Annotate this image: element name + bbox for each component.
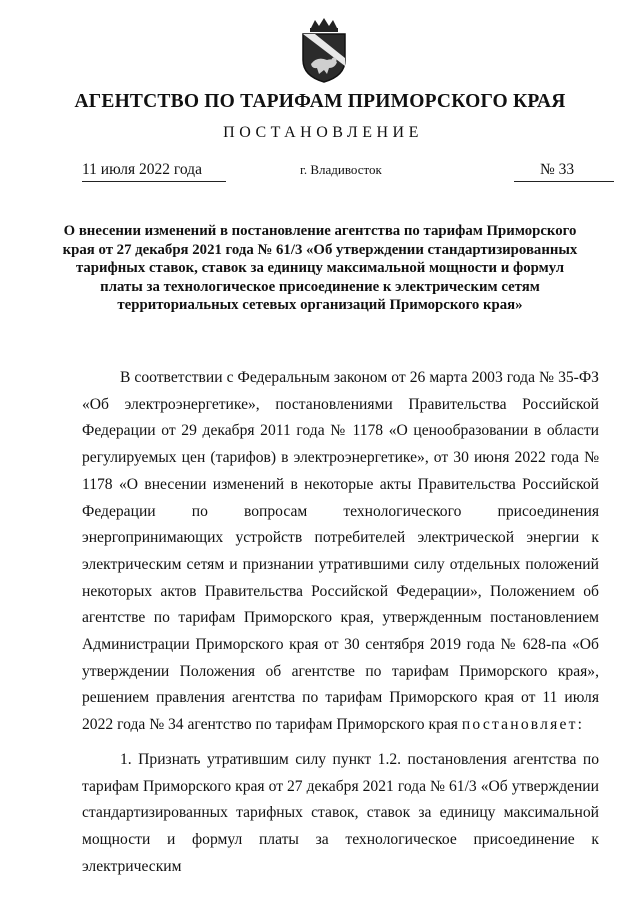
- document-type: ПОСТАНОВЛЕНИЕ: [223, 124, 423, 141]
- document-city: г. Владивосток: [300, 162, 382, 177]
- clause-1-paragraph: 1. Признать утратившим силу пункт 1.2. постановления агентства по тарифам Приморского края от 27 декабря 2021 года № 61/3 «Об утверждении стандартизированных тарифных ставок, ставок за единицу максимальной мощности и формул платы за технологическое присоединение к электрическим: [82, 750, 599, 875]
- document-date: 11 июля 2022 года: [82, 161, 202, 178]
- coat-of-arms-icon: [297, 18, 351, 84]
- number-underline: [514, 181, 614, 182]
- resolves-keyword: постановляет: [461, 716, 578, 734]
- document-number: № 33: [540, 161, 575, 178]
- preamble-paragraph: [82, 365, 599, 739]
- agency-name: АГЕНТСТВО ПО ТАРИФАМ ПРИМОРСКОГО КРАЯ: [74, 91, 566, 112]
- date-underline: [82, 181, 226, 182]
- preamble-colon: :: [577, 716, 583, 734]
- document-title: О внесении изменений в постановление агентства по тарифам Приморского края от 27 декабря 2021 года № 61/3 «Об утверждении стандартизированных тарифных ставок, ставок за единицу максимальной мощности и формул платы за технологическое присоединение к электрическим сетям территориальных сетевых организаций Приморского края»: [62, 223, 578, 313]
- preamble-text: В соответствии с Федеральным законом от 26 марта 2003 года № 35-ФЗ «Об электроэнергетике», постановлениями Правительства Российской Федерации от 29 декабря 2011 года № 1178 «О ценообразовании в области регулируемых цен (тарифов) в электроэнергетике», от 30 июня 2022 года № 1178 «О внесении изменений в некоторые акты Правительства Российской Федерации по вопросам технологического присоединения энергопринимающих устройств потребителей электрической энергии к электрическим сетям и признании утратившими силу отдельных положений некоторых актов Правительства Российской Федерации», Положением об агентстве по тарифам Приморского края, утвержденным постановлением Администрации Приморского края от 30 сентября 2019 года № 628-па «Об утверждении Положения об агентстве по тарифам Приморского края», решением правления агентства по тарифам Приморского края от 11 июля 2022 года № 34 агентство по тарифам Приморского края: [82, 369, 599, 734]
- document-body: [82, 365, 599, 880]
